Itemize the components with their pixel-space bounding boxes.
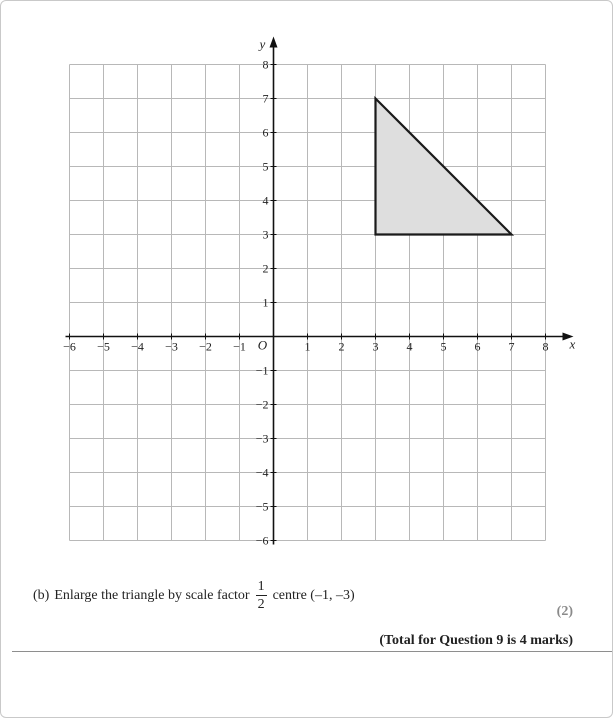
y-tick-label: 5 <box>262 159 269 174</box>
y-tick-label: −5 <box>255 499 269 514</box>
y-tick-label: 7 <box>262 91 269 106</box>
x-tick-label: −4 <box>131 339 144 354</box>
x-tick-label: 1 <box>304 339 311 354</box>
x-tick-label: −1 <box>233 339 246 354</box>
y-tick-label: 8 <box>262 57 269 72</box>
x-tick-label: 7 <box>508 339 515 354</box>
question-centre: centre (–1, –3) <box>272 588 355 603</box>
divider-line <box>12 651 612 652</box>
fraction-numerator: 1 <box>257 579 265 594</box>
x-tick-label: 2 <box>338 339 345 354</box>
y-axis-arrow <box>270 37 278 48</box>
x-tick-label: 6 <box>474 339 481 354</box>
question-part-label: (b) <box>33 588 50 603</box>
x-tick-label: 8 <box>542 339 549 354</box>
y-tick-label: 3 <box>262 227 269 242</box>
y-tick-label: −1 <box>255 363 269 378</box>
y-tick-label: 6 <box>262 125 269 140</box>
x-tick-label: −5 <box>97 339 110 354</box>
x-tick-label: 4 <box>406 339 413 354</box>
y-tick-label: −4 <box>255 465 269 480</box>
x-axis-label: x <box>569 336 576 352</box>
y-tick-label: −6 <box>255 533 269 548</box>
marks-label: (2) <box>556 604 573 619</box>
y-tick-label: 4 <box>262 193 269 208</box>
question-text <box>33 580 355 612</box>
total-marks-label: (Total for Question 9 is 4 marks) <box>379 633 573 648</box>
origin-label: O <box>257 337 268 353</box>
x-tick-label: −6 <box>63 339 76 354</box>
y-tick-label: −2 <box>255 397 269 412</box>
x-tick-label: 3 <box>372 339 379 354</box>
y-tick-label: −3 <box>255 431 269 446</box>
y-tick-label: 2 <box>262 261 269 276</box>
y-axis-label: y <box>259 36 266 52</box>
x-tick-label: −3 <box>165 339 178 354</box>
x-tick-label: −2 <box>199 339 212 354</box>
x-tick-label: 5 <box>440 339 447 354</box>
y-tick-label: 1 <box>262 295 269 310</box>
question-instruction: Enlarge the triangle by scale factor <box>54 588 250 603</box>
scale-factor-fraction <box>256 580 267 612</box>
fraction-denominator: 2 <box>257 597 265 612</box>
